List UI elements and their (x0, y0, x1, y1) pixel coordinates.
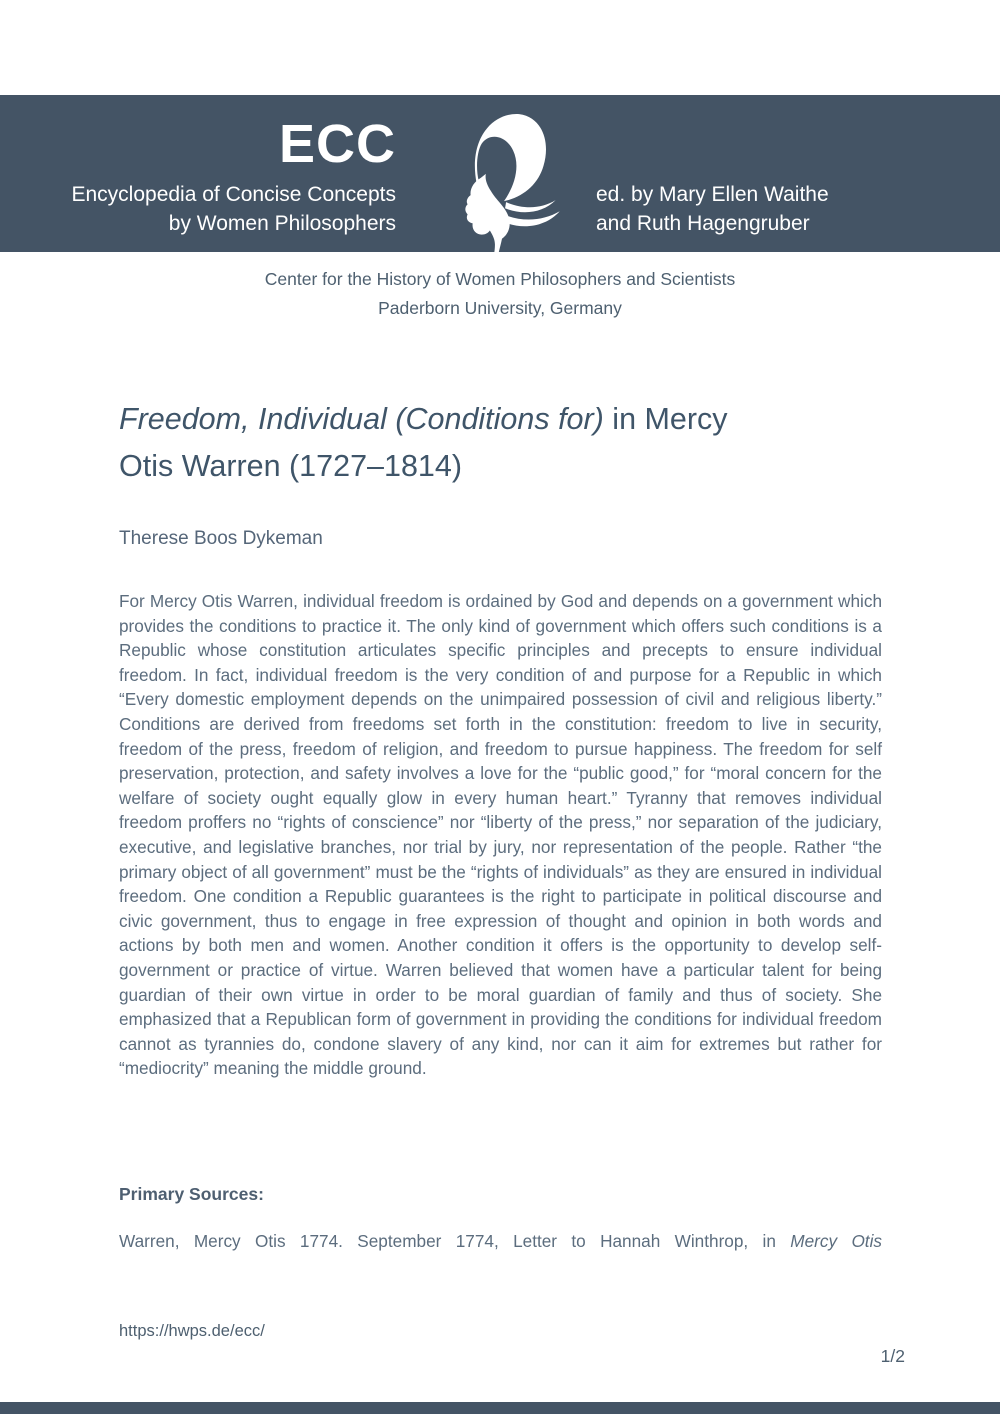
ecc-acronym: ECC (278, 114, 396, 175)
brand-subtitle-line1: Encyclopedia of Concise Concepts (71, 183, 396, 206)
affiliation-block (0, 265, 1000, 322)
article-body: For Mercy Otis Warren, individual freedom is ordained by God and depends on a government which provides the conditions to practice it. The only kind of government which offers such conditions is a Republic whose constitution articulates specific principles and precepts to ensure individual freedom. In fact, individual freedom is the very condition of and purpose for a Republic in which “Every domestic employment depends on the unimpaired possession of civil and religious liberty.” Conditions are derived from freedoms set forth in the constitution: freedom to live in security, freedom of the press, freedom of religion, and freedom to pursue happiness. The freedom for self preservation, protection, and safety involves a love for the “public good,” for “moral concern for the welfare of society ought equally glow in every human heart.” Tyranny that removes individual freedom proffers no “rights of conscience” nor “liberty of the press,” nor separation of the judiciary, executive, and legislative branches, nor trial by jury, nor representation of the people. Rather “the primary object of all government” must be the “rights of individuals” as they are ensured in individual freedom. One condition a Republic guarantees is the right to participate in political discourse and civic government, thus to engage in free expression of thought and opinion in both words and actions by both men and women. Another condition it offers is the opportunity to develop self-government or practice of virtue. Warren believed that women have a particular talent for being guardian of their own virtue in order to be moral guardian of family and thus of society. She emphasized that a Republican form of government in providing the conditions for individual freedom cannot as tyrannies do, condone slavery of any kind, nor can it aim for extremes but rather for “mediocrity” meaning the middle ground. (119, 591, 882, 1079)
footer-bar (0, 1402, 1000, 1414)
primary-sources-heading: Primary Sources: (119, 1184, 264, 1204)
article-title-line2: Otis Warren (1727–1814) (119, 449, 463, 483)
source-entry-text: Warren, Mercy Otis 1774. September 1774, Letter to Hannah Winthrop, in (119, 1231, 791, 1251)
article-title-concept: Freedom, Individual (Conditions for) (119, 402, 604, 436)
affiliation-line1: Center for the History of Women Philosophers and Scientists (264, 269, 736, 289)
athena-helmet-icon (434, 103, 566, 271)
brand-subtitle-line2: by Women Philosophers (168, 212, 396, 235)
footer-url-link[interactable]: https://hwps.de/ecc/ (119, 1322, 265, 1340)
editors-block (596, 180, 829, 238)
header-banner (0, 95, 1000, 252)
author-name: Therese Boos Dykeman (119, 528, 323, 549)
brand-block (0, 116, 396, 238)
affiliation-line2: Paderborn University, Germany (378, 297, 622, 318)
source-title-italic: Mercy Otis (790, 1231, 882, 1251)
editors-line1: ed. by Mary Ellen Waithe (596, 183, 829, 206)
editors-line2: and Ruth Hagengruber (596, 212, 810, 235)
article-title-rest: in Mercy (603, 402, 728, 436)
page-number: 1/2 (880, 1346, 905, 1366)
source-entry (119, 1231, 882, 1252)
article-title (119, 396, 894, 490)
